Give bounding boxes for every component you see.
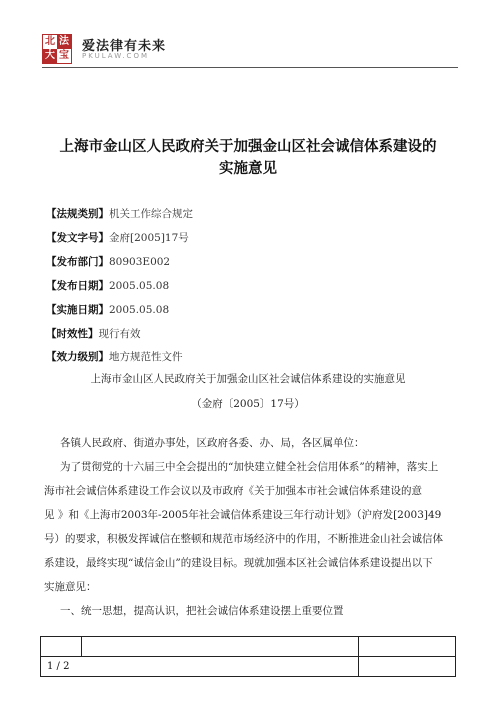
meta-value: 金府[2005]17号 [109, 232, 189, 244]
title-line-1: 上海市金山区人民政府关于加强金山区社会诚信体系建设的 [59, 139, 437, 155]
pkulaw-logo [42, 34, 72, 64]
meta-key: 【发文字号】 [46, 232, 109, 244]
footer-row [41, 637, 456, 657]
body-line: 见 》和《上海市2003年-2005年社会诚信体系建设三年行动计划》（沪府发[2003]49 [44, 509, 442, 521]
page-title [30, 136, 466, 180]
meta-value: 80903E002 [109, 256, 171, 268]
logo-char: 宝 [59, 50, 69, 61]
meta-value: 机关工作综合规定 [109, 208, 193, 220]
footer-cell [41, 637, 82, 657]
page-header [42, 34, 462, 64]
footer-row [41, 657, 456, 677]
meta-publish-date [46, 279, 169, 293]
header-divider [42, 67, 458, 68]
body-line: 为了贯彻党的十六届三中全会提出的“加快建立健全社会信用体系”的精神，落实上 [60, 461, 439, 473]
meta-validity [46, 327, 141, 341]
page-number: 1 / 2 [41, 657, 359, 677]
meta-key: 【发布日期】 [46, 280, 109, 292]
meta-level [46, 350, 183, 364]
doc-title: 上海市金山区人民政府关于加强金山区社会诚信体系建设的实施意见 [90, 373, 406, 385]
meta-key: 【实施日期】 [46, 304, 109, 316]
meta-key: 【时效性】 [46, 328, 99, 340]
meta-key: 【法规类别】 [46, 208, 109, 220]
section-heading: 一、统一思想，提高认识，把社会诚信体系建设摆上重要位置 [60, 605, 344, 617]
footer-cell [359, 637, 456, 657]
title-line-2: 实施意见 [219, 161, 277, 177]
logo-char: 大 [45, 50, 55, 61]
brand-url: PKULAW.COM [82, 52, 149, 60]
meta-category [46, 207, 193, 221]
meta-value: 地方规范性文件 [109, 351, 183, 363]
page-footer-table [40, 636, 456, 677]
footer-cell [359, 657, 456, 677]
body-line: 系建设，最终实现“诚信金山”的建设目标。现就加强本区社会诚信体系建设提出以下 [44, 557, 433, 569]
meta-doc-number [46, 231, 189, 245]
logo-char: 法 [59, 36, 69, 47]
body-line: 号）的要求，积极发挥诚信在整顿和规范市场经济中的作用，不断推进金山社会诚信体 [44, 533, 443, 545]
meta-department [46, 255, 170, 269]
meta-key: 【效力级别】 [46, 351, 109, 363]
body-line: 实施意见： [44, 581, 97, 593]
meta-key: 【发布部门】 [46, 256, 109, 268]
meta-effective-date [46, 303, 169, 317]
meta-value: 2005.05.08 [109, 304, 170, 316]
body-line: 海市社会诚信体系建设工作会议以及市政府《关于加强本市社会诚信体系建设的意 [44, 485, 422, 497]
logo-char: 北 [45, 36, 55, 47]
meta-value: 现行有效 [98, 328, 141, 340]
footer-cell [82, 637, 359, 657]
doc-number: （金府〔2005〕17号） [191, 398, 305, 410]
meta-value: 2005.05.08 [109, 280, 170, 292]
brand-slogan: 爱法律有未来 [82, 39, 167, 54]
salutation: 各镇人民政府、街道办事处，区政府各委、办、局，各区属单位： [60, 437, 365, 449]
